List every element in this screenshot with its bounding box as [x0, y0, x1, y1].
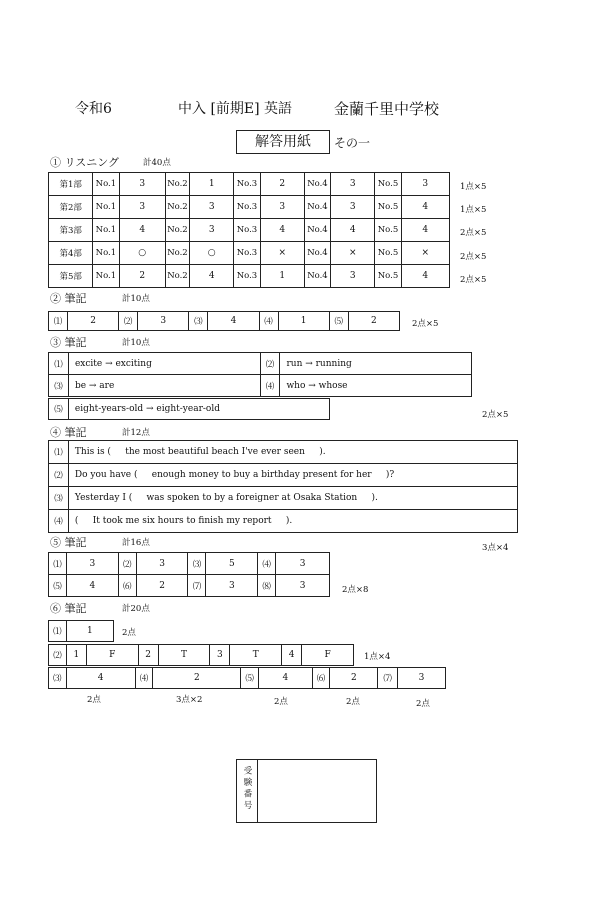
s1-answer: 4	[401, 219, 449, 242]
s4-heading: ④ 筆記	[50, 426, 87, 439]
s2-table	[48, 311, 400, 331]
sheet-title: 解答用紙	[255, 134, 311, 150]
s1-answer: 2	[260, 173, 304, 196]
s5-answer: 3	[206, 575, 258, 597]
s1-no-label: No.1	[93, 196, 119, 219]
s4-answer: Do you have ( enough money to buy a birthday present for her )?	[68, 464, 517, 487]
s1-no-label: No.5	[375, 265, 401, 288]
s2-label: ⑶	[189, 312, 208, 331]
s1-row	[49, 196, 450, 219]
s4-total: 計12点	[122, 428, 150, 438]
s1-no-label: No.5	[375, 219, 401, 242]
s3-heading: ③ 筆記	[50, 336, 87, 349]
sheet-suffix: その一	[334, 136, 371, 150]
s2-answer: 1	[278, 312, 329, 331]
s6-bottom-points-2: 3点×2	[176, 695, 203, 705]
s6-q3-label: ⑹	[312, 668, 330, 689]
s1-row	[49, 173, 450, 196]
s6-q2-table	[48, 644, 354, 666]
s6-q3-answer: 4	[66, 668, 135, 689]
s1-row-points: 1点×5	[460, 205, 487, 216]
s2-label: ⑵	[119, 312, 138, 331]
s1-answer: 2	[119, 265, 165, 288]
s1-no-label: No.2	[165, 173, 189, 196]
s6-q3-label: ⑺	[378, 668, 398, 689]
s1-no-label: No.4	[304, 219, 330, 242]
s1-no-label: No.4	[304, 242, 330, 265]
s6-q1-answer: 1	[66, 621, 113, 642]
s1-answer: 4	[119, 219, 165, 242]
s1-part-label: 第2部	[49, 196, 93, 219]
s1-no-label: No.4	[304, 196, 330, 219]
s1-answer: 1	[190, 173, 234, 196]
s6-q3-answer: 3	[397, 668, 445, 689]
s5-answer: 3	[66, 553, 118, 575]
s1-row	[49, 242, 450, 265]
s1-no-label: No.3	[234, 173, 260, 196]
exam-number-label-cell	[237, 760, 258, 822]
s1-answer: 3	[331, 265, 375, 288]
s1-no-label: No.2	[165, 265, 189, 288]
s4-label: ⑴	[49, 441, 69, 464]
s5-points: 2点×8	[342, 585, 369, 595]
s1-no-label: No.3	[234, 196, 260, 219]
s5-label: ⑹	[118, 575, 136, 597]
s1-no-label: No.1	[93, 173, 119, 196]
s1-total: 計40点	[143, 158, 171, 168]
s1-no-label: No.5	[375, 242, 401, 265]
s4-answer: Yesterday I ( was spoken to by a foreigner at Osaka Station ).	[68, 487, 517, 510]
s1-heading: ① リスニング	[50, 156, 120, 169]
exam-number-box[interactable]	[236, 759, 377, 823]
s1-answer: 3	[331, 173, 375, 196]
s1-part-label: 第4部	[49, 242, 93, 265]
s2-answer: 3	[138, 312, 189, 331]
exam-title: 中入 [前期E] 英語	[178, 101, 293, 117]
s2-answer: 2	[68, 312, 119, 331]
s1-no-label: No.1	[93, 219, 119, 242]
s2-answer: 2	[348, 312, 399, 331]
s1-answer: ○	[119, 242, 165, 265]
s5-total: 計16点	[122, 538, 150, 548]
s1-part-label: 第3部	[49, 219, 93, 242]
s6-q3-table	[48, 667, 446, 689]
s6-total: 計20点	[122, 604, 150, 614]
s4-answer: This is ( the most beautiful beach I've ever seen ).	[68, 441, 517, 464]
s5-label: ⑴	[49, 553, 67, 575]
s4-row	[49, 510, 518, 533]
s5-label: ⑺	[188, 575, 206, 597]
s1-no-label: No.2	[165, 242, 189, 265]
s4-row	[49, 487, 518, 510]
s2-label: ⑴	[49, 312, 68, 331]
s6-bottom-points-5: 2点	[416, 699, 430, 709]
s6-q2-label: ⑵	[49, 645, 67, 666]
s6-q2-answer: T	[230, 645, 282, 666]
s5-answer: 3	[276, 575, 330, 597]
s1-row	[49, 265, 450, 288]
s6-heading: ⑥ 筆記	[50, 602, 87, 615]
s1-row-points: 1点×5	[460, 182, 487, 192]
s3-answer-2: run → running	[280, 353, 472, 375]
s1-row	[49, 219, 450, 242]
s1-no-label: No.4	[304, 265, 330, 288]
s6-q2-points: 1点×4	[364, 652, 391, 662]
s3-answer-1: excite → exciting	[68, 353, 260, 375]
s6-q3-answer: 2	[330, 668, 378, 689]
s5-answer: 2	[136, 575, 188, 597]
s6-bottom-points-3: 2点	[274, 697, 288, 707]
s1-part-label: 第5部	[49, 265, 93, 288]
s1-answer: ○	[190, 242, 234, 265]
s6-bottom-points-4: 2点	[346, 697, 360, 707]
s6-q3-label: ⑸	[241, 668, 259, 689]
s1-answer: 4	[331, 219, 375, 242]
s1-answer: ×	[401, 242, 449, 265]
s5-table	[48, 552, 330, 597]
s1-answer: 4	[190, 265, 234, 288]
s5-answer: 3	[276, 553, 330, 575]
s1-answer: 3	[401, 173, 449, 196]
s2-label: ⑸	[329, 312, 348, 331]
s3-label-4: ⑷	[260, 375, 280, 397]
s3-answer-4: who → whose	[280, 375, 472, 397]
s5-label: ⑻	[258, 575, 276, 597]
s1-answer: 3	[331, 196, 375, 219]
s3-label-2: ⑵	[260, 353, 280, 375]
reiwa-label: 令和6	[75, 101, 112, 117]
s1-no-label: No.1	[93, 242, 119, 265]
s5-label: ⑶	[188, 553, 206, 575]
sheet-title-box	[236, 130, 330, 154]
s2-answer: 4	[208, 312, 259, 331]
s4-table	[48, 440, 518, 533]
s1-no-label: No.3	[234, 265, 260, 288]
s1-answer: 3	[260, 196, 304, 219]
s2-total: 計10点	[122, 294, 150, 304]
s5-answer: 4	[66, 575, 118, 597]
s5-label: ⑵	[118, 553, 136, 575]
s1-row-points: 2点×5	[460, 228, 487, 239]
s1-row-points: 2点×5	[460, 251, 487, 262]
s6-q3-label: ⑷	[135, 668, 153, 689]
s6-q3-answer: 2	[153, 668, 241, 689]
s6-q2-number: 1	[66, 645, 86, 666]
s3-table-top	[48, 352, 472, 397]
s1-no-label: No.1	[93, 265, 119, 288]
s5-answer: 5	[206, 553, 258, 575]
s1-answer: 3	[119, 196, 165, 219]
s2-points: 2点×5	[412, 319, 439, 329]
s4-label: ⑷	[49, 510, 69, 533]
exam-number-label: 受験番号	[242, 766, 252, 812]
s1-answer: 3	[119, 173, 165, 196]
s6-q2-answer: F	[302, 645, 354, 666]
s1-no-label: No.2	[165, 196, 189, 219]
s3-answer-5: eight-years-old → eight-year-old	[68, 399, 329, 420]
s4-row	[49, 441, 518, 464]
s6-bottom-points-1: 2点	[87, 695, 101, 705]
s1-answer: 3	[190, 219, 234, 242]
s3-total: 計10点	[122, 338, 150, 348]
s5-heading: ⑤ 筆記	[50, 536, 87, 549]
s1-answer: ×	[331, 242, 375, 265]
school-name: 金蘭千里中学校	[334, 100, 440, 118]
s1-answer: 4	[401, 196, 449, 219]
s5-label: ⑸	[49, 575, 67, 597]
s4-label: ⑶	[49, 487, 69, 510]
s6-q2-number: 4	[282, 645, 302, 666]
s4-points: 3点×4	[482, 543, 509, 553]
s5-label: ⑷	[258, 553, 276, 575]
s1-no-label: No.3	[234, 219, 260, 242]
s1-no-label: No.3	[234, 242, 260, 265]
s1-table	[48, 172, 450, 288]
s2-heading: ② 筆記	[50, 292, 87, 305]
s6-q3-answer: 4	[258, 668, 312, 689]
s1-answer: 3	[190, 196, 234, 219]
s4-label: ⑵	[49, 464, 69, 487]
s5-answer: 3	[136, 553, 188, 575]
s6-q2-number: 2	[138, 645, 158, 666]
s1-answer: 1	[260, 265, 304, 288]
s3-points: 2点×5	[482, 410, 509, 420]
s1-row-points: 2点×5	[460, 274, 487, 285]
s1-no-label: No.5	[375, 196, 401, 219]
s6-q1-label: ⑴	[49, 621, 67, 642]
s3-answer-3: be → are	[68, 375, 260, 397]
s1-answer: 4	[260, 219, 304, 242]
s1-no-label: No.2	[165, 219, 189, 242]
s3-label-1: ⑴	[49, 353, 69, 375]
s6-q2-number: 3	[210, 645, 230, 666]
s3-table-bottom	[48, 398, 330, 420]
s1-answer: 4	[401, 265, 449, 288]
s6-q2-answer: T	[158, 645, 210, 666]
s3-label-5: ⑸	[49, 399, 69, 420]
s1-part-label: 第1部	[49, 173, 93, 196]
s4-answer: ( It took me six hours to finish my report ).	[68, 510, 517, 533]
s6-q3-label: ⑶	[49, 668, 67, 689]
s6-q2-answer: F	[86, 645, 138, 666]
s2-label: ⑷	[259, 312, 278, 331]
s6-q1-table	[48, 620, 114, 642]
s3-label-3: ⑶	[49, 375, 69, 397]
s4-row	[49, 464, 518, 487]
s1-answer: ×	[260, 242, 304, 265]
s1-no-label: No.4	[304, 173, 330, 196]
s6-q1-points: 2点	[122, 628, 136, 638]
s1-no-label: No.5	[375, 173, 401, 196]
